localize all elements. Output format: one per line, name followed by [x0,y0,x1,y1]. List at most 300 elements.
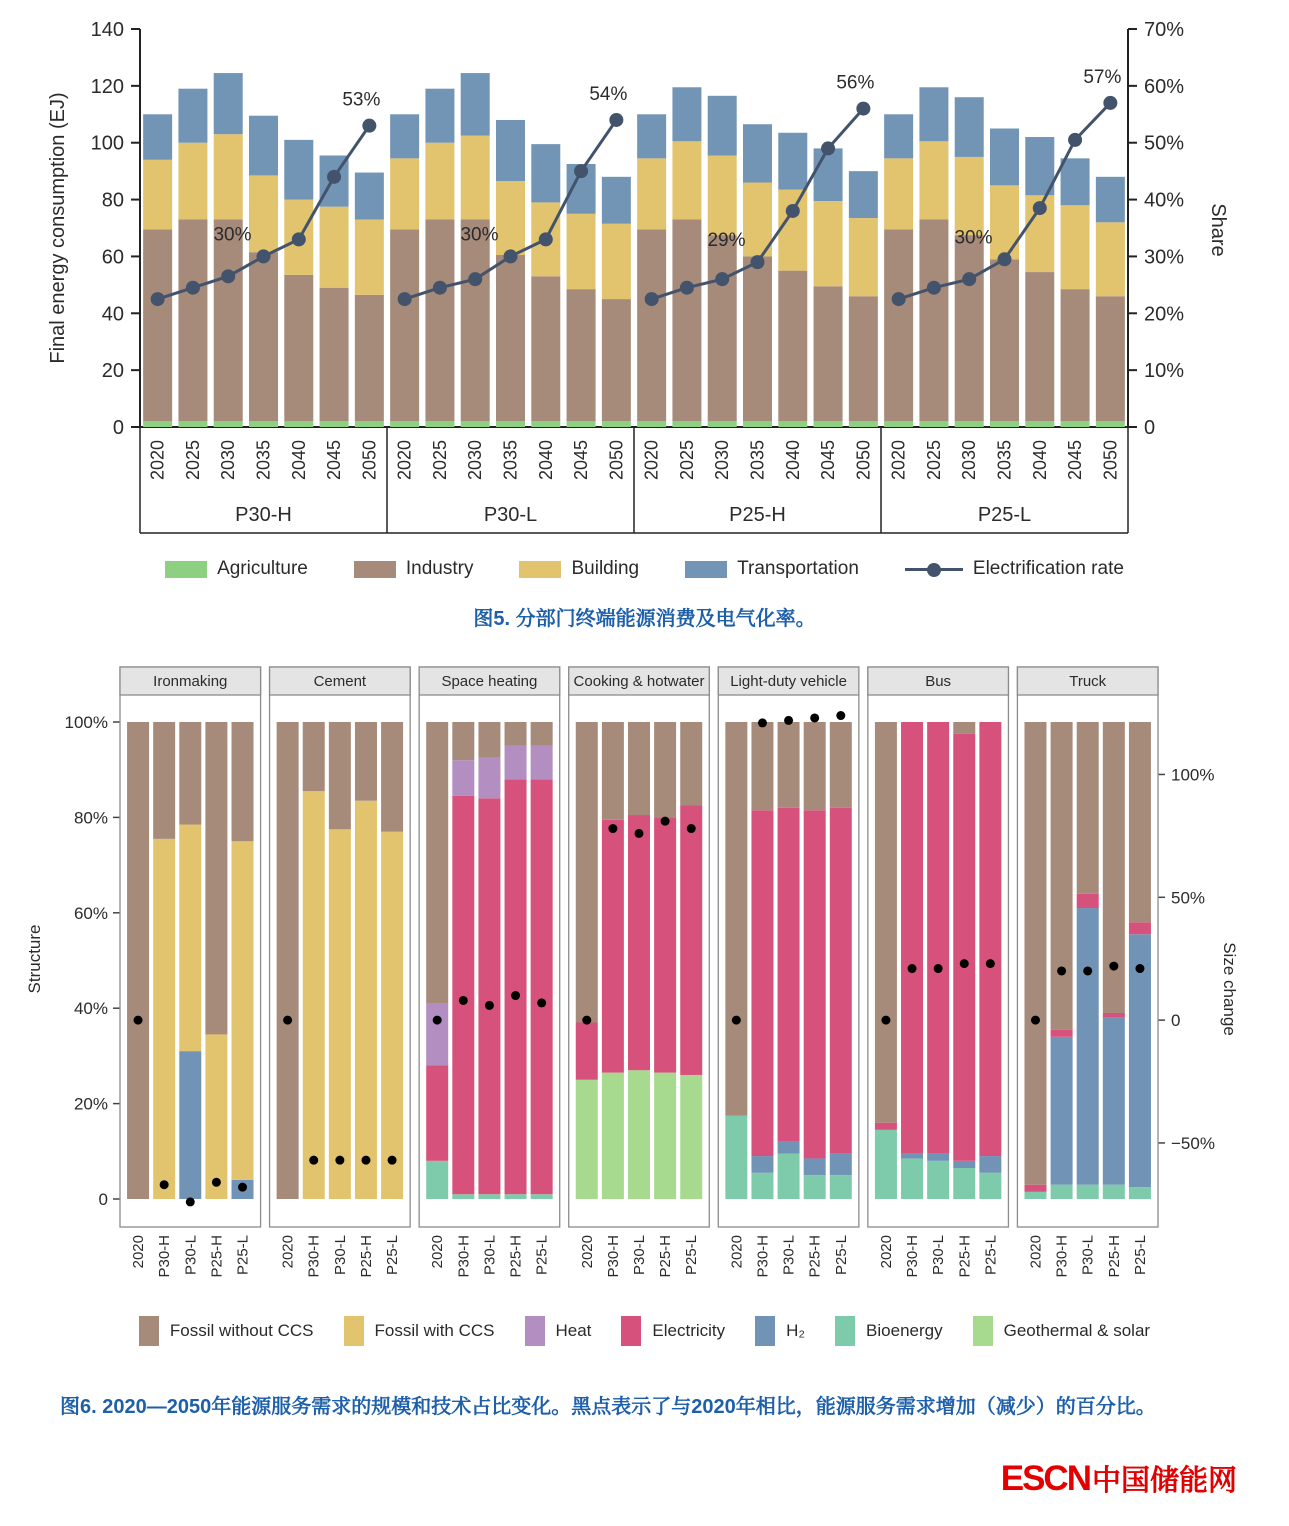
bar-segment-transportation [143,114,172,159]
bar-segment-electricity [628,815,650,1070]
bar-segment-agriculture [955,421,984,427]
bar-segment-agriculture [849,421,878,427]
bar-segment-building [567,214,596,289]
bar-segment-transportation [1061,158,1090,205]
structure-tick-label: 60% [73,903,108,923]
bar-segment-fossil_without_ccs [426,722,448,1003]
bar-segment-h2 [979,1156,1001,1173]
bar-segment-transportation [461,73,490,136]
x-tick-label: 2030 [465,440,486,481]
size-change-dot [784,716,793,725]
size-change-dot [134,1016,143,1025]
bar-segment-industry [743,256,772,421]
bar-segment-heat [478,758,500,799]
electrification-point [327,170,341,184]
legend-label: Geothermal & solar [1003,1321,1151,1340]
bar-segment-h2 [778,1142,800,1154]
size-change-tick-label: −50% [1171,1133,1215,1153]
bar-segment-fossil_without_ccs [576,722,598,1023]
electrification-point [257,249,271,263]
y-axis-tick-label: 100 [90,132,124,155]
bar-segment-building [814,201,843,286]
bar-segment-fossil_without_ccs [628,722,650,815]
bar-segment-bioenergy [725,1116,747,1199]
bar-segment-geothermal_solar [602,1073,624,1199]
bar-segment-industry [390,229,419,421]
x-tick-label: 2045 [818,440,839,481]
bar-segment-agriculture [496,421,525,427]
electrification-point [751,255,765,269]
bar-segment-building [708,156,737,236]
size-change-dot [283,1016,292,1025]
x-tick-label: 2040 [1029,440,1050,481]
panel-title: Ironmaking [153,673,228,690]
bar-segment-electricity [1024,1185,1046,1192]
bar-segment-building [496,181,525,255]
x-tick-label: 2045 [571,440,592,481]
y2-axis-tick-label: 0 [1144,417,1156,439]
bar-segment-transportation [884,114,913,158]
electrification-point [398,292,412,306]
electrification-point [680,281,694,295]
bar-segment-agriculture [814,421,843,427]
bar-segment-agriculture [1096,421,1125,427]
x-tick-label: P25-L [533,1235,551,1276]
bar-segment-electricity [505,779,527,1194]
x-tick-label: 2025 [676,440,697,481]
bar-segment-bioenergy [901,1158,923,1199]
color-swatch-geothermal_solar [973,1316,993,1346]
bar-segment-transportation [672,87,701,141]
bar-segment-building [249,175,278,252]
bar-segment-fossil_without_ccs [725,722,747,1116]
bar-segment-electricity [654,817,676,1072]
bar-segment-fossil_without_ccs [153,722,175,839]
bar-segment-industry [814,286,843,421]
structure-tick-label: 20% [73,1094,108,1114]
size-change-dot [687,824,696,833]
size-change-dot [459,996,468,1005]
size-change-dot [361,1156,370,1165]
y2-axis-tick-label: 40% [1144,189,1185,212]
legend-item-agriculture [165,558,308,580]
x-tick-label: 2050 [359,440,380,481]
legend-item-bioenergy [835,1316,943,1346]
legend-item-electricity [621,1316,725,1346]
x-tick-label: P25-L [234,1235,252,1276]
figure5-chart [0,0,1289,545]
x-tick-label: P25-L [982,1235,1000,1276]
legend-label: Heat [555,1321,592,1340]
x-tick-label: 2025 [182,440,203,481]
bar-segment-transportation [531,144,560,202]
y-axis-tick-label: 80 [101,189,124,212]
x-tick-label: P30-L [481,1235,499,1276]
size-change-dot [511,991,520,1000]
bar-segment-transportation [778,133,807,190]
x-tick-label: 2040 [535,440,556,481]
x-tick-label: 2025 [429,440,450,481]
color-swatch-heat [525,1316,545,1346]
bar-segment-agriculture [178,421,207,427]
bar-segment-agriculture [919,421,948,427]
x-tick-label: 2050 [1100,440,1121,481]
bar-segment-building [178,143,207,220]
electrification-point [1033,201,1047,215]
bar-segment-industry [496,255,525,421]
bar-segment-industry [461,219,490,421]
legend-label: Fossil with CCS [374,1321,495,1340]
electrification-point [645,292,659,306]
size-change-dot [934,964,943,973]
bar-segment-building [461,136,490,220]
x-tick-label: 2020 [728,1235,746,1269]
bar-segment-fossil_with_ccs [179,825,201,1052]
bar-segment-industry [602,299,631,421]
bar-segment-electricity [680,805,702,1075]
bar-segment-fossil_with_ccs [205,1034,227,1199]
line-swatch [905,568,963,571]
bar-segment-industry [249,252,278,421]
electrification-point [998,252,1012,266]
bar-segment-bioenergy [830,1175,852,1199]
bar-segment-heat [452,760,474,796]
x-tick-label: P25-H [956,1235,974,1278]
bar-segment-bioenergy [1051,1185,1073,1199]
electrification-point [151,292,165,306]
bar-segment-industry [1025,272,1054,421]
bar-segment-fossil_without_ccs [179,722,201,825]
x-tick-label: P25-H [806,1235,824,1278]
panel-title: Cement [313,673,367,690]
legend-item-heat [525,1316,592,1346]
bar-segment-agriculture [249,421,278,427]
size-change-dot [309,1156,318,1165]
bar-segment-h2 [927,1154,949,1161]
bar-segment-bioenergy [1077,1185,1099,1199]
x-tick-label: P30-H [904,1235,922,1278]
x-tick-label: P30-H [455,1235,473,1278]
bar-segment-fossil_with_ccs [381,832,403,1199]
group-label: P25-H [729,504,786,526]
bar-segment-building [884,158,913,229]
bar-segment-industry [214,219,243,421]
bar-segment-industry [672,219,701,421]
bar-segment-fossil_without_ccs [751,722,773,810]
bar-segment-fossil_without_ccs [1051,722,1073,1030]
bar-segment-building [425,143,454,220]
electrification-point [362,119,376,133]
bar-segment-building [1061,205,1090,289]
size-change-dot [608,824,617,833]
x-tick-label: P25-L [832,1235,850,1276]
structure-axis-title: Structure [25,924,44,994]
x-tick-label: 2020 [1027,1235,1045,1269]
bar-segment-fossil_without_ccs [531,722,553,746]
structure-tick-label: 0 [98,1190,108,1209]
bar-segment-industry [143,229,172,421]
bar-segment-fossil_with_ccs [329,829,351,1199]
bar-segment-building [355,219,384,294]
y2-axis-tick-label: 70% [1144,19,1185,41]
bar-segment-industry [320,288,349,422]
x-tick-label: P30-L [1079,1235,1097,1276]
bar-segment-bioenergy [979,1173,1001,1199]
size-change-dot [1135,964,1144,973]
x-tick-label: P25-H [507,1235,525,1278]
y2-axis-tick-label: 50% [1144,132,1185,155]
figure6-legend [0,1316,1289,1346]
bar-segment-building [778,190,807,271]
size-change-dot [485,1001,494,1010]
electrification-point [539,232,553,246]
x-tick-label: P30-L [631,1235,648,1276]
bar-segment-transportation [1096,177,1125,222]
electrification-point [715,272,729,286]
x-tick-label: 2035 [747,440,768,481]
bar-segment-transportation [602,177,631,224]
electrification-point [786,204,800,218]
bar-segment-fossil_without_ccs [680,722,702,805]
group-label: P30-H [235,504,292,526]
bar-segment-bioenergy [1103,1185,1125,1199]
panel-title: Bus [925,673,952,690]
bar-segment-industry [955,235,984,421]
bar-segment-bioenergy [875,1130,897,1199]
bar-segment-transportation [990,129,1019,186]
y-axis-tick-label: 120 [90,75,124,98]
legend-item-building [519,558,639,580]
bar-segment-geothermal_solar [680,1075,702,1199]
x-tick-label: 2020 [888,440,909,481]
size-change-dot [212,1178,221,1187]
bar-segment-h2 [751,1156,773,1173]
legend-label: Electrification rate [972,558,1124,579]
bar-segment-transportation [637,114,666,158]
size-change-axis-title: Size change [1220,942,1239,1036]
size-change-dot [758,718,767,727]
legend-label: Agriculture [217,558,308,579]
bar-segment-bioenergy [927,1161,949,1199]
size-change-dot [661,817,670,826]
x-tick-label: 2030 [959,440,980,481]
bar-segment-fossil_with_ccs [153,839,175,1199]
bar-segment-transportation [249,116,278,176]
y-axis-tick-label: 0 [112,417,124,439]
color-swatch-agriculture [165,561,207,578]
size-change-dot [186,1197,195,1206]
x-tick-label: 2045 [1065,440,1086,481]
bar-segment-electricity [804,810,826,1158]
bar-segment-agriculture [1025,421,1054,427]
bar-segment-electricity [979,722,1001,1156]
bar-segment-agriculture [778,421,807,427]
bar-segment-agriculture [355,421,384,427]
electrification-point [821,141,835,155]
bar-segment-agriculture [531,421,560,427]
bar-segment-industry [637,229,666,421]
y-axis-tick-label: 20 [101,360,124,383]
bar-segment-industry [708,235,737,421]
bar-segment-h2 [179,1051,201,1199]
x-tick-label: P30-L [780,1235,798,1276]
bar-segment-agriculture [1061,421,1090,427]
bar-segment-transportation [496,120,525,181]
bar-segment-transportation [708,96,737,156]
bar-segment-transportation [355,173,384,220]
y-axis-title: Final energy consumption (EJ) [47,92,69,364]
legend-label: H₂ [786,1321,806,1340]
point-swatch [927,563,941,577]
x-tick-label: 2050 [853,440,874,481]
legend-label: Transportation [737,558,859,579]
bar-segment-transportation [919,87,948,141]
electrification-point [574,164,588,178]
color-swatch-fossil_without_ccs [139,1316,159,1346]
x-tick-label: 2020 [578,1235,596,1269]
bar-segment-fossil_without_ccs [355,722,377,801]
bar-segment-transportation [390,114,419,158]
bar-segment-agriculture [884,421,913,427]
bar-segment-h2 [830,1154,852,1175]
size-change-dot [335,1156,344,1165]
bar-segment-agriculture [214,421,243,427]
bar-segment-geothermal_solar [628,1070,650,1199]
size-change-dot [908,964,917,973]
bar-segment-electricity [953,734,975,1161]
size-change-dot [732,1016,741,1025]
size-change-dot [238,1183,247,1192]
bar-segment-electricity [452,796,474,1194]
bar-segment-building [320,207,349,288]
bar-segment-h2 [901,1154,923,1159]
electrification-point [1068,133,1082,147]
bar-segment-fossil_without_ccs [875,722,897,1123]
bar-segment-fossil_without_ccs [1129,722,1151,922]
bar-segment-industry [849,296,878,421]
x-tick-label: 2045 [324,440,345,481]
electrification-point [856,102,870,116]
bar-segment-bioenergy [531,1194,553,1199]
bar-segment-bioenergy [778,1154,800,1199]
structure-tick-label: 100% [64,713,108,732]
bar-segment-agriculture [602,421,631,427]
bar-segment-transportation [955,97,984,157]
bar-segment-agriculture [425,421,454,427]
panel-title: Light-duty vehicle [730,673,847,690]
structure-tick-label: 40% [73,999,108,1019]
y-axis-tick-label: 60 [101,246,124,269]
x-tick-label: P25-H [208,1235,226,1278]
x-tick-label: P30-H [305,1235,323,1278]
bar-segment-fossil_without_ccs [232,722,254,841]
bar-segment-fossil_without_ccs [127,722,149,1199]
bar-segment-fossil_without_ccs [654,722,676,817]
bar-segment-transportation [178,89,207,143]
color-swatch-bioenergy [835,1316,855,1346]
color-swatch-transportation [685,561,727,578]
x-tick-label: P30-H [604,1235,622,1278]
bar-segment-transportation [814,148,843,201]
x-tick-label: P30-L [182,1235,200,1276]
bar-segment-industry [884,229,913,421]
x-tick-label: 2020 [877,1235,895,1269]
size-change-dot [836,711,845,720]
bar-segment-h2 [953,1161,975,1168]
rate-annotation: 53% [342,89,381,111]
bar-segment-heat [531,746,553,779]
bar-segment-fossil_without_ccs [452,722,474,760]
legend-label: Fossil without CCS [169,1321,314,1340]
bar-segment-building [955,157,984,235]
size-change-dot [1109,962,1118,971]
size-change-dot [160,1180,169,1189]
figure5-legend [0,558,1289,580]
bar-segment-bioenergy [751,1173,773,1199]
bar-segment-industry [990,259,1019,421]
bar-segment-fossil_without_ccs [804,722,826,810]
bar-segment-transportation [743,124,772,182]
bar-segment-fossil_without_ccs [478,722,500,758]
bar-segment-bioenergy [478,1194,500,1199]
bar-segment-electricity [751,810,773,1156]
legend-item-fossil_without_ccs [139,1316,314,1346]
rate-annotation: 57% [1083,66,1122,88]
bar-segment-industry [567,289,596,421]
bar-segment-agriculture [143,421,172,427]
x-tick-label: 2020 [394,440,415,481]
x-tick-label: P25-H [1105,1235,1123,1278]
bar-segment-building [602,224,631,299]
bar-segment-fossil_with_ccs [303,791,325,1199]
bar-segment-building [1096,222,1125,296]
x-tick-label: 2035 [500,440,521,481]
bar-segment-building [143,160,172,230]
y2-axis-tick-label: 10% [1144,360,1185,383]
size-change-dot [635,829,644,838]
bar-segment-fossil_without_ccs [1024,722,1046,1185]
bar-segment-building [637,158,666,229]
bar-segment-industry [1061,289,1090,421]
legend-item-h2 [755,1316,805,1346]
bar-segment-fossil_with_ccs [355,801,377,1199]
bar-segment-industry [178,219,207,421]
rate-annotation: 30% [213,224,252,246]
group-label: P30-L [483,504,538,526]
color-swatch-h2 [755,1316,775,1346]
size-change-dot [810,713,819,722]
bar-segment-bioenergy [452,1194,474,1199]
bar-segment-electricity [576,1023,598,1080]
bar-segment-bioenergy [1129,1187,1151,1199]
electrification-point [221,269,235,283]
size-change-tick-label: 50% [1171,888,1206,908]
bar-segment-agriculture [637,421,666,427]
x-tick-label: P25-H [357,1235,375,1278]
color-swatch-fossil_with_ccs [344,1316,364,1346]
bar-segment-building [214,134,243,219]
bar-segment-electricity [426,1065,448,1160]
escn-logo [1001,1458,1237,1499]
size-change-tick-label: 100% [1171,765,1215,785]
structure-tick-label: 80% [73,808,108,828]
bar-segment-h2 [804,1158,826,1175]
x-tick-label: P25-H [657,1235,675,1278]
electrification-point [504,249,518,263]
x-tick-label: 2040 [782,440,803,481]
bar-segment-electricity [1129,922,1151,934]
bar-segment-agriculture [708,421,737,427]
